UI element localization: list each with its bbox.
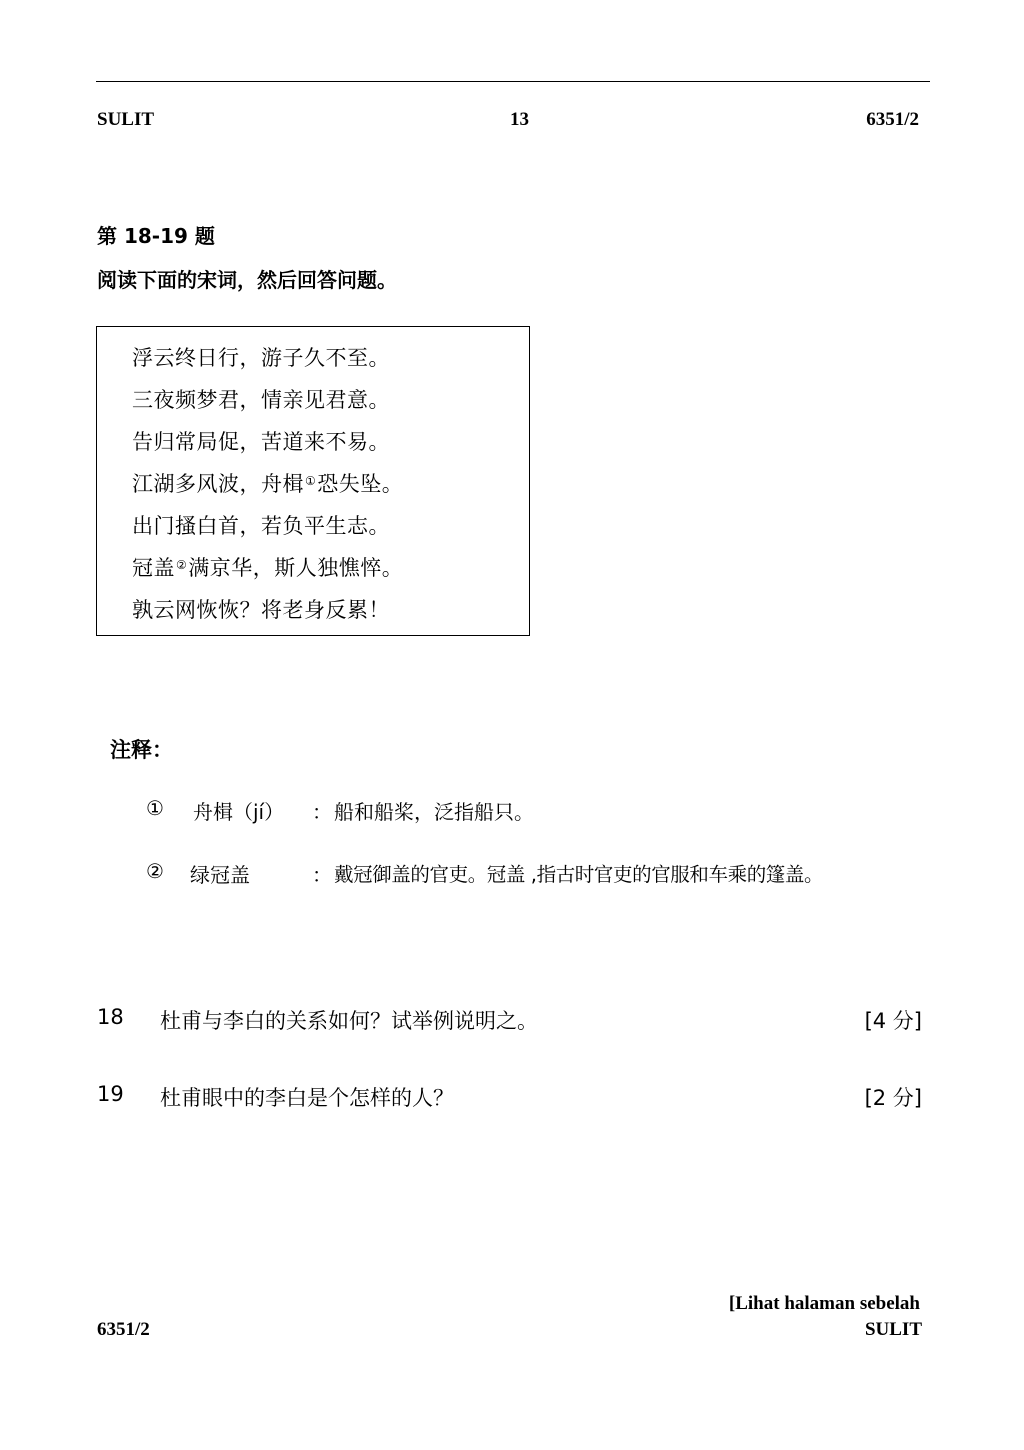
header-rule bbox=[96, 81, 930, 82]
question-text: 杜甫眼中的李白是个怎样的人？ bbox=[160, 1086, 454, 1110]
poem-line bbox=[132, 552, 403, 582]
note-colon: ： bbox=[312, 863, 332, 887]
footnote-marker-1: ① bbox=[305, 474, 317, 488]
poem-line: 三夜频梦君，情亲见君意。 bbox=[132, 388, 390, 412]
header-paper-code: 6351/2 bbox=[866, 109, 919, 130]
note-term: 舟楫（jí） bbox=[193, 800, 285, 824]
poem-line-text: 冠盖 bbox=[132, 556, 175, 580]
poem-line: 出门搔白首，若负平生志。 bbox=[132, 514, 390, 538]
footer-paper-code: 6351/2 bbox=[97, 1319, 150, 1340]
poem-box bbox=[96, 326, 530, 636]
reading-instruction: 阅读下面的宋词，然后回答问题。 bbox=[97, 268, 397, 292]
footnote-marker-2: ② bbox=[176, 558, 188, 572]
poem-line: 浮云终日行，游子久不至。 bbox=[132, 346, 390, 370]
note-definition: 船和船桨，泛指船只。 bbox=[334, 800, 534, 824]
poem-line-text: 江湖多风波，舟楫 bbox=[132, 472, 304, 496]
note-term: 绿冠盖 bbox=[190, 863, 250, 887]
header-page-number: 13 bbox=[510, 109, 529, 130]
note-marker: ① bbox=[146, 796, 164, 820]
poem-line: 孰云网恢恢？将老身反累！ bbox=[132, 598, 390, 622]
footer-classification: SULIT bbox=[864, 1319, 922, 1340]
poem-line: 告归常局促，苦道来不易。 bbox=[132, 430, 390, 454]
note-definition: 戴冠御盖的官吏。冠盖 ,指古时官吏的官服和车乘的篷盖。 bbox=[334, 863, 824, 886]
note-colon: ： bbox=[312, 800, 332, 824]
question-marks: [4 分] bbox=[864, 1009, 922, 1033]
question-range: 第 18-19 题 bbox=[97, 224, 215, 248]
question-text: 杜甫与李白的关系如何？试举例说明之。 bbox=[160, 1009, 538, 1033]
poem-line bbox=[132, 468, 403, 498]
question-number: 18 bbox=[97, 1005, 124, 1029]
footer-next-page: [Lihat halaman sebelah bbox=[728, 1293, 920, 1314]
question-marks: [2 分] bbox=[864, 1086, 922, 1110]
notes-title: 注释： bbox=[110, 738, 173, 762]
question-number: 19 bbox=[97, 1082, 124, 1106]
poem-line-text: 满京华，斯人独憔悴。 bbox=[188, 556, 404, 580]
note-marker: ② bbox=[146, 859, 164, 883]
header-classification: SULIT bbox=[97, 109, 155, 130]
poem-line-text: 恐失坠。 bbox=[317, 472, 404, 496]
